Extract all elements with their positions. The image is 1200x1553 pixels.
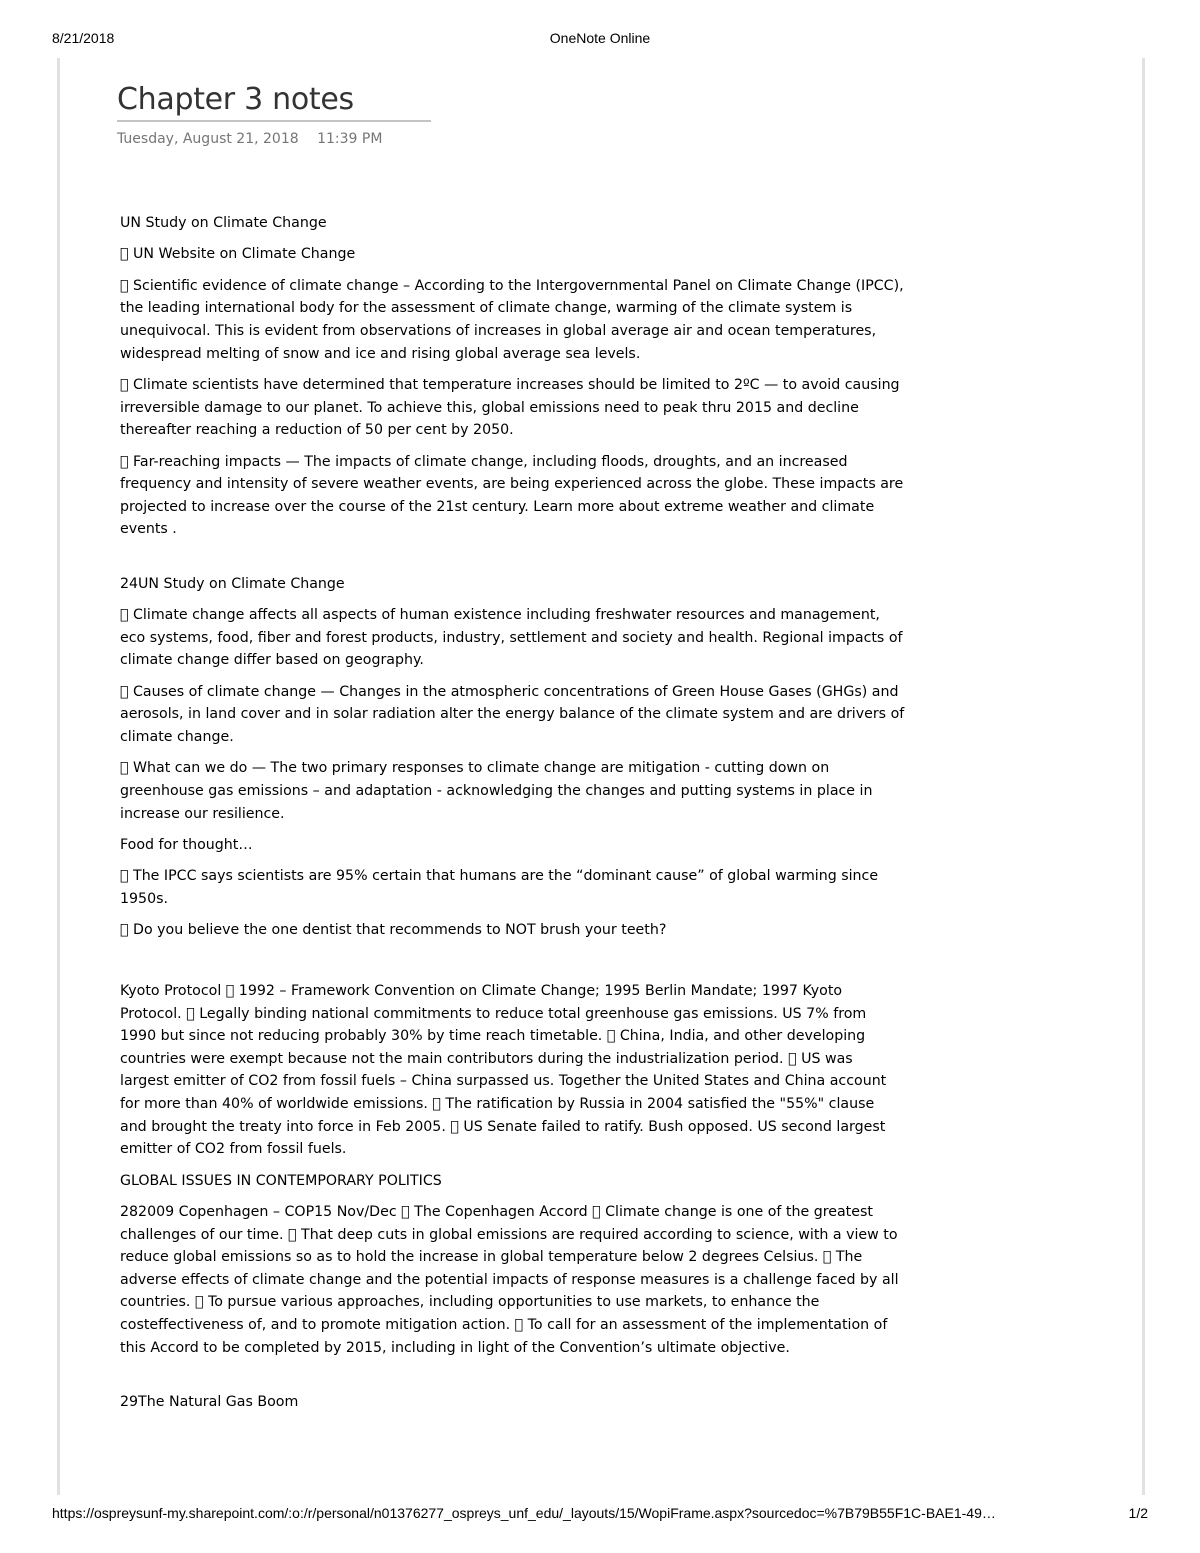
print-app-name: OneNote Online [549, 30, 651, 46]
note-paragraph[interactable]: Food for thought… [120, 837, 253, 854]
page-title[interactable]: Chapter 3 notes [117, 82, 354, 117]
note-paragraph[interactable]: Climate change affects all aspects of human existence including freshwater resources and management, eco systems, food, fiber and forest products, industry, settlement and society and health. Regional impacts of climate change differ based on geography. [120, 607, 897, 669]
print-url: https://ospreysunf-my.sharepoint.com/:o:/r/personal/n01376277_ospreys_unf_edu/_layouts/15/WopiFrame.aspx?sourcedoc=%7B79B55F1C-BAE1-49… [52, 1505, 996, 1521]
print-footer [52, 1505, 1148, 1525]
note-content[interactable] [120, 212, 905, 1422]
note-paragraph[interactable]: Do you believe the one dentist that recommends to NOT brush your teeth? [120, 922, 654, 939]
note-paragraph[interactable]: Kyoto Protocol 1992 – Framework Convention on Climate Change; 1995 Berlin Mandate; 1997 Kyoto Protocol. Legally binding national commitments to reduce total greenhouse gas emissions. US 7% from 1990 but since not reducing probably 30% by time reach timetable. China, India, and other developing countries were exempt because not the main contributors during the industrialization period. US was largest emitter of CO2 from fossil fuels – China surpassed us. Together the United States and China account for more than 40% of worldwide emissions. The ratification by Russia in 2004 satisfied the "55%" clause and brought the treaty into force in Feb 2005. US Senate failed to ratify. Bush opposed. US second largest emitter of CO2 from fossil fuels. [120, 983, 903, 1158]
page-timestamp [117, 131, 382, 147]
note-paragraph[interactable]: The IPCC says scientists are 95% certain that humans are the “dominant cause” of global warming since 1950s. [120, 868, 866, 908]
note-paragraph[interactable]: Causes of climate change — Changes in the atmospheric concentrations of Green House Gases (GHGs) and aerosols, in land cover and in solar radiation alter the energy balance of the climate system and are drivers of climate change. [120, 683, 905, 746]
note-paragraph[interactable]: UN Study on Climate Change [120, 215, 327, 231]
note-paragraph[interactable]: 282009 Copenhagen – COP15 Nov/Dec The Copenhagen Accord Climate change is one of the greatest challenges of our time. That deep cuts in global emissions are required according to science, with a view to reduce global emissions so as to hold the increase in global temperature below 2 degrees Celsius. The adverse effects of climate change and the potential impacts of response measures is a challenge faced by all countries. To pursue various approaches, including opportunities to use markets, to enhance the costeffectiveness of, and to promote mitigation action. To call for an assessment of the implementation of this Accord to be completed by 2015, including in light of the Convention’s ultimate objective. [120, 1203, 905, 1356]
print-header [52, 30, 1148, 50]
note-paragraph[interactable]: What can we do — The two primary responses to climate change are mitigation - cutting down on greenhouse gas emissions – and adaptation - acknowledging the changes and putting systems in place in increase our resilience. [120, 760, 905, 822]
title-underline [117, 120, 431, 122]
page-time: 11:39 PM [317, 131, 383, 147]
print-page-number: 1/2 [1128, 1505, 1148, 1521]
note-paragraph[interactable]: UN Website on Climate Change [120, 246, 343, 263]
page-frame-right-border [1142, 58, 1145, 1495]
note-paragraph[interactable]: GLOBAL ISSUES IN CONTEMPORARY POLITICS [120, 1172, 442, 1189]
note-paragraph[interactable]: Far-reaching impacts — The impacts of climate change, including floods, droughts, and an increased frequency and intensity of severe weather events, are being experienced across the globe. These impacts are projected to increase over the course of the 21st century. Learn more about extreme weather and climate events . [120, 453, 904, 538]
note-paragraph[interactable]: Climate scientists have determined that temperature increases should be limited to 2ºC — to avoid causing irreversible damage to our planet. To achieve this, global emissions need to peak thru 2015 and decline thereafter reaching a reduction of 50 per cent by 2050. [120, 376, 887, 439]
page-frame-left-border [57, 58, 60, 1495]
page-date: Tuesday, August 21, 2018 [117, 131, 299, 147]
note-paragraph[interactable]: Scientific evidence of climate change – According to the Intergovernmental Panel on Climate Change (IPCC), the leading international body for the assessment of climate change, warming of the climate system is unequivocal. This is evident from observations of increases in global average air and ocean temperatures, widespread melting of snow and ice and rising global average sea levels. [120, 277, 891, 362]
note-paragraph[interactable]: 24UN Study on Climate Change [120, 575, 345, 592]
print-date: 8/21/2018 [52, 30, 115, 46]
note-paragraph[interactable]: 29The Natural Gas Boom [120, 1394, 299, 1411]
